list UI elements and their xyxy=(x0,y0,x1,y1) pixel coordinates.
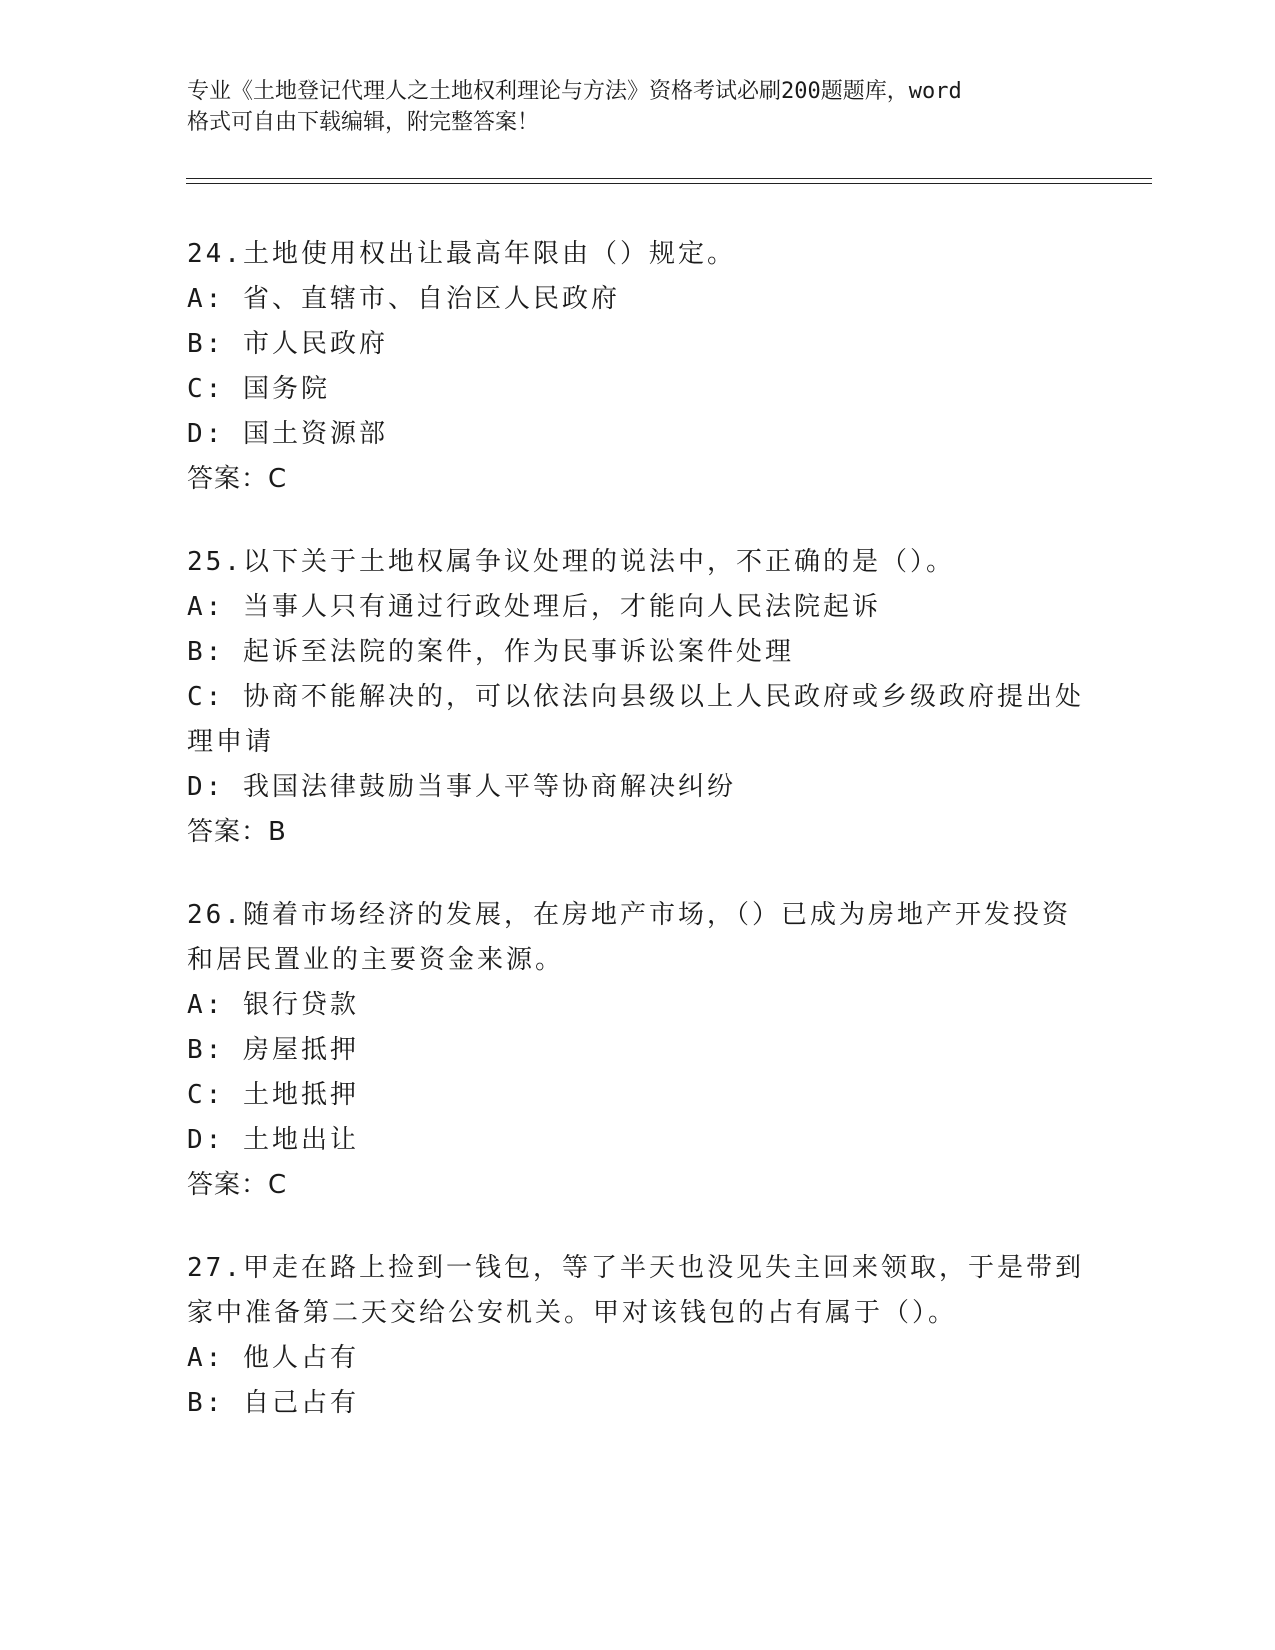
question-27 xyxy=(187,1246,1087,1426)
header-divider-bottom xyxy=(186,183,1152,184)
option-d: D: 我国法律鼓励当事人平等协商解决纠纷 xyxy=(187,772,736,802)
question-25 xyxy=(187,540,1087,855)
option-d: D: 国土资源部 xyxy=(187,419,388,449)
question-text-continued: 家中准备第二天交给公安机关。甲对该钱包的占有属于（）。 xyxy=(187,1298,958,1328)
question-text-continued: 和居民置业的主要资金来源。 xyxy=(187,945,565,975)
option-d: D: 土地出让 xyxy=(187,1125,359,1155)
question-text: 26.随着市场经济的发展，在房地产市场，（）已成为房地产开发投资 xyxy=(187,900,1071,930)
question-text: 25.以下关于土地权属争议处理的说法中，不正确的是（）。 xyxy=(187,547,955,577)
option-b: B: 自己占有 xyxy=(187,1388,359,1418)
answer: 答案：C xyxy=(187,1170,288,1200)
question-text: 27.甲走在路上捡到一钱包，等了半天也没见失主回来领取，于是带到 xyxy=(187,1253,1084,1283)
option-c-continued: 理申请 xyxy=(187,727,275,757)
header-line-1: 专业《土地登记代理人之土地权利理论与方法》资格考试必刷200题题库，word xyxy=(187,79,962,104)
question-text: 24.土地使用权出让最高年限由（）规定。 xyxy=(187,239,736,269)
option-a: A: 当事人只有通过行政处理后，才能向人民法院起诉 xyxy=(187,592,881,622)
option-b: B: 房屋抵押 xyxy=(187,1035,359,1065)
answer: 答案：C xyxy=(187,464,288,494)
option-c: C: 土地抵押 xyxy=(187,1080,359,1110)
option-b: B: 起诉至法院的案件，作为民事诉讼案件处理 xyxy=(187,637,794,667)
question-list xyxy=(187,232,1087,1464)
document-header xyxy=(187,76,1087,138)
question-26 xyxy=(187,893,1087,1208)
option-c: C: 国务院 xyxy=(187,374,330,404)
option-a: A: 银行贷款 xyxy=(187,990,359,1020)
option-a: A: 他人占有 xyxy=(187,1343,359,1373)
header-divider-top xyxy=(186,178,1152,179)
answer: 答案：B xyxy=(187,817,287,847)
question-24 xyxy=(187,232,1087,502)
option-c: C: 协商不能解决的，可以依法向县级以上人民政府或乡级政府提出处 xyxy=(187,682,1084,712)
option-a: A: 省、直辖市、自治区人民政府 xyxy=(187,284,620,314)
header-line-2: 格式可自由下载编辑，附完整答案！ xyxy=(187,110,540,135)
option-b: B: 市人民政府 xyxy=(187,329,388,359)
